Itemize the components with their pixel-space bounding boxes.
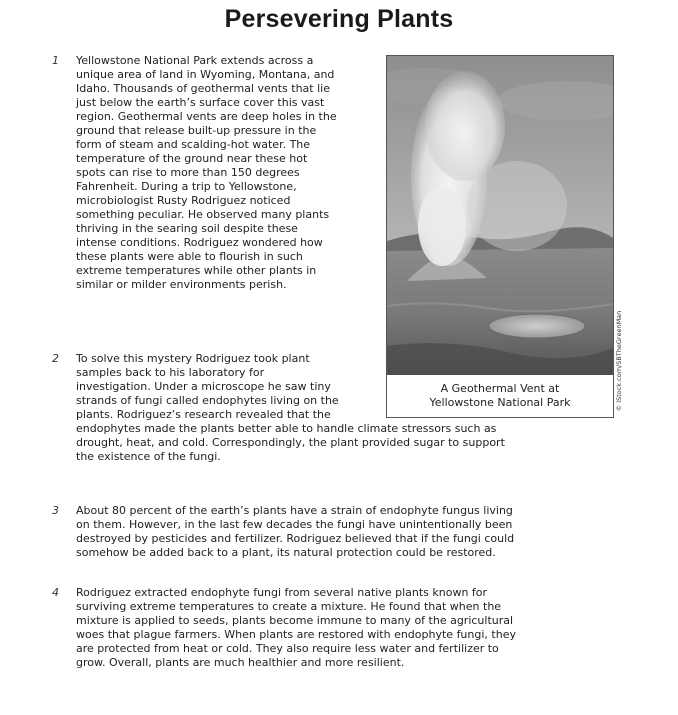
text-line: the existence of the fungi. — [76, 450, 221, 463]
text-line: are protected from heat or cold. They also require less water and fertilizer to — [76, 642, 499, 655]
text-line: mixture is applied to seeds, plants become immune to many of the agricultural — [76, 614, 514, 627]
text-line: thriving in the searing soil despite these — [76, 222, 298, 235]
photo-credit — [612, 303, 626, 418]
paragraph-number: 4 — [52, 586, 59, 599]
text-line: temperature of the ground near these hot — [76, 152, 308, 165]
text-line: microbiologist Rusty Rodriguez noticed — [76, 194, 291, 207]
text-line: region. Geothermal vents are deep holes in the — [76, 110, 337, 123]
text-line: somehow be added back to a plant, its natural protection could be restored. — [76, 546, 496, 559]
text-line: To solve this mystery Rodriguez took plant — [76, 352, 310, 365]
caption-line: A Geothermal Vent at — [440, 382, 560, 395]
paragraph-4 — [76, 586, 516, 670]
text-line: Idaho. Thousands of geothermal vents that lie — [76, 82, 330, 95]
text-line: endophytes made the plants better able to handle climate stressors such as — [76, 422, 497, 435]
text-line: Fahrenheit. During a trip to Yellowstone, — [76, 180, 297, 193]
text-line: similar or milder environments perish. — [76, 278, 287, 291]
text-line: Rodriguez extracted endophyte fungi from several native plants known for — [76, 586, 488, 599]
text-line: spots can rise to more than 150 degrees — [76, 166, 300, 179]
page-title: Persevering Plants — [224, 5, 454, 33]
text-line: grow. Overall, plants are much healthier and more resilient. — [76, 656, 405, 669]
text-line: surviving extreme temperatures to create a mixture. He found that when the — [76, 600, 502, 613]
text-line: strands of fungi called endophytes living on the — [76, 394, 339, 407]
text-line: unique area of land in Wyoming, Montana, and — [76, 68, 335, 81]
text-line: plants. Rodriguez’s research revealed that the — [76, 408, 331, 421]
text-line: intense conditions. Rodriguez wondered how — [76, 236, 323, 249]
text-line: just below the earth’s surface cover this vast — [76, 96, 325, 109]
paragraph-1 — [76, 54, 337, 292]
paragraph-number: 1 — [52, 54, 59, 67]
text-line: investigation. Under a microscope he saw tiny — [76, 380, 331, 393]
text-line: Yellowstone National Park extends across a — [76, 54, 314, 67]
text-line: something peculiar. He observed many plants — [76, 208, 330, 221]
figure-caption — [386, 375, 614, 418]
text-line: About 80 percent of the earth’s plants have a strain of endophyte fungus living — [76, 504, 513, 517]
photo-credit-text: © iStock.com/SBTheGreenMan — [615, 310, 623, 411]
text-line: extreme temperatures while other plants in — [76, 264, 317, 277]
text-line: ground that release built-up pressure in the — [76, 124, 317, 137]
text-line: destroyed by pesticides and fertilizer. Rodriguez believed that if the fungi could — [76, 532, 515, 545]
paragraph-number: 3 — [52, 504, 59, 517]
text-line: form of steam and scalding-hot water. The — [76, 138, 311, 151]
text-line: samples back to his laboratory for — [76, 366, 265, 379]
text-line: these plants were able to flourish in such — [76, 250, 303, 263]
paragraph-number: 2 — [52, 352, 59, 365]
geyser-photo — [386, 55, 614, 377]
text-line: on them. However, in the last few decades the fungi have unintentionally been — [76, 518, 513, 531]
text-line: woes that plague farmers. When plants are restored with endophyte fungi, they — [76, 628, 516, 641]
text-line: drought, heat, and cold. Correspondingly, the plant provided sugar to support — [76, 436, 505, 449]
caption-line: Yellowstone National Park — [429, 396, 571, 409]
paragraph-3 — [76, 504, 514, 560]
